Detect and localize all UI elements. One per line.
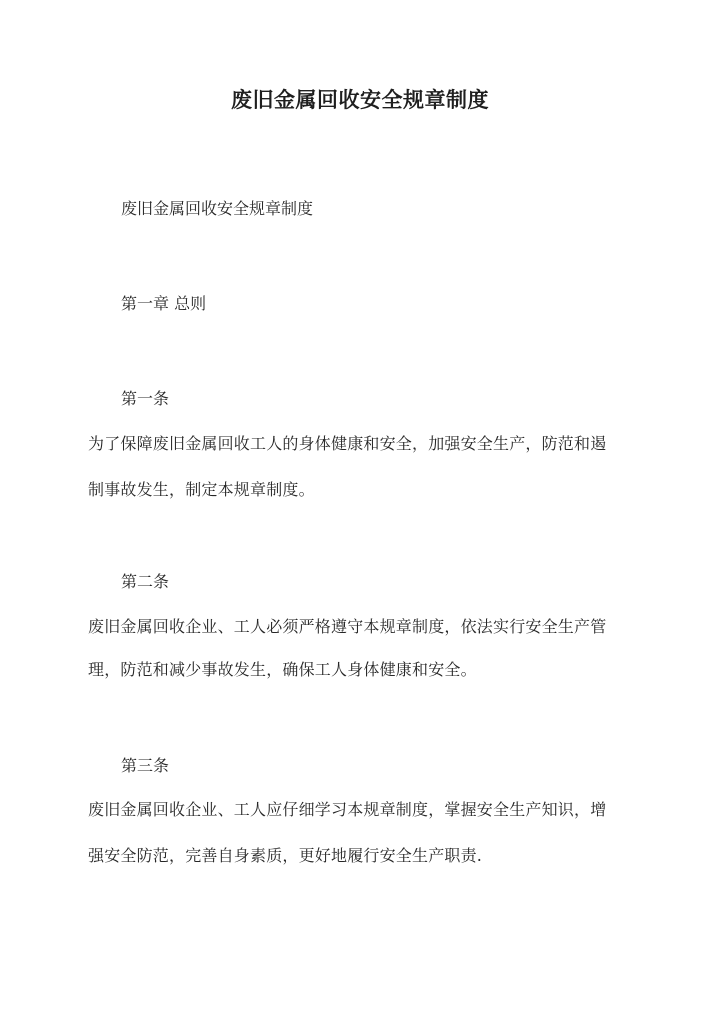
article-3-heading: 第三条 [121, 756, 170, 775]
article-2-heading: 第二条 [121, 572, 170, 591]
article-3-line-2: 强安全防范，完善自身素质，更好地履行安全生产职责. [88, 846, 483, 865]
article-3-line-1: 废旧金属回收企业、工人应仔细学习本规章制度，掌握安全生产知识，增 [88, 800, 607, 819]
document-subtitle: 废旧金属回收安全规章制度 [121, 199, 314, 218]
article-2-line-1: 废旧金属回收企业、工人必须严格遵守本规章制度，依法实行安全生产管 [88, 617, 607, 636]
chapter-heading: 第一章 总则 [121, 294, 207, 313]
article-1-heading: 第一条 [121, 389, 170, 408]
article-2-line-2: 理，防范和减少事故发生，确保工人身体健康和安全。 [88, 660, 477, 679]
article-1-line-1: 为了保障废旧金属回收工人的身体健康和安全，加强安全生产，防范和遏 [88, 434, 607, 453]
article-1-line-2: 制事故发生，制定本规章制度。 [88, 480, 315, 499]
document-title: 废旧金属回收安全规章制度 [231, 87, 489, 112]
